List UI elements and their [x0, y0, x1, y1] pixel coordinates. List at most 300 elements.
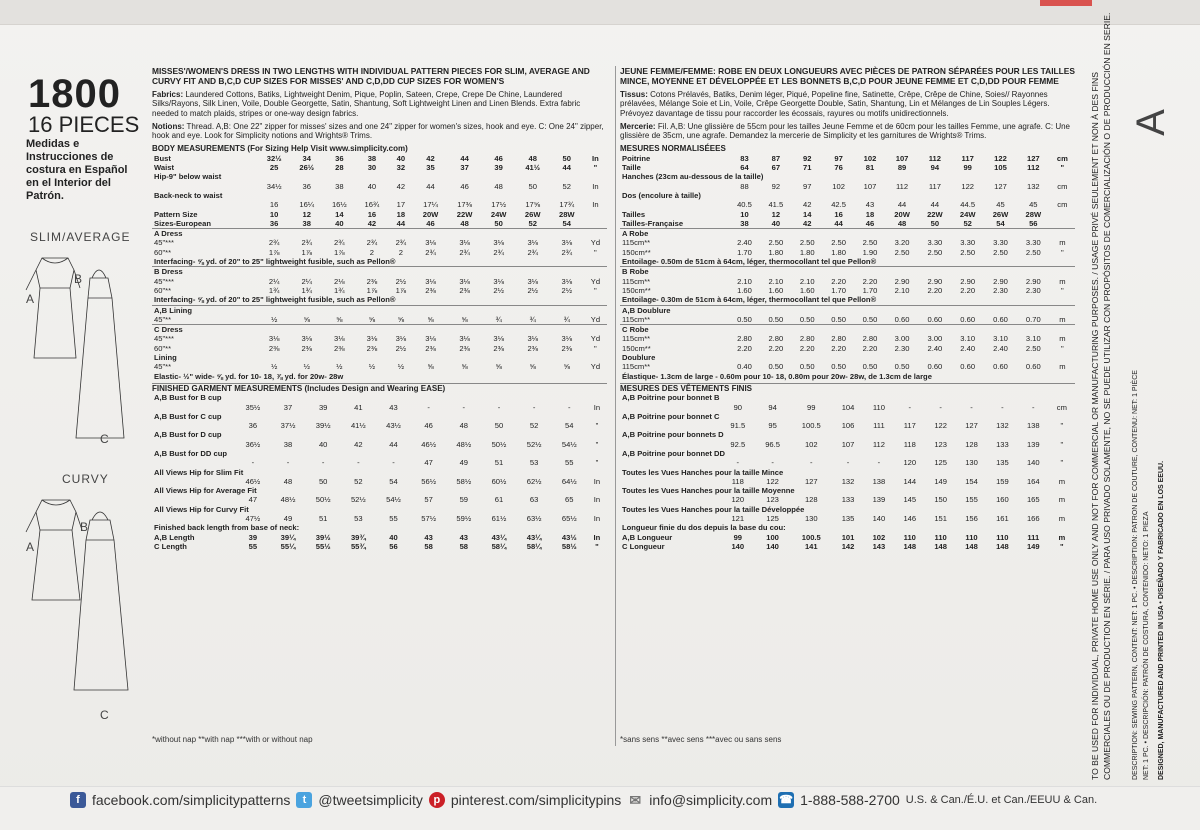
table-cell: -	[497, 402, 501, 412]
table-row	[620, 430, 1075, 439]
table-cell: 115cm**	[622, 276, 651, 286]
table-row	[620, 229, 1075, 239]
table-cell: 2⅜	[366, 276, 378, 286]
table-cell: 3⅛	[334, 334, 345, 344]
table-cell: 123	[934, 439, 947, 449]
table-cell	[620, 514, 720, 523]
table-row	[620, 344, 1075, 353]
table-cell: 155	[965, 495, 978, 505]
table-cell: 71	[802, 163, 812, 173]
table-cell: In	[593, 495, 601, 505]
table-cell: 164	[1026, 476, 1040, 486]
view-b-label-curvy: B	[80, 520, 90, 534]
table-cell: ⅝	[461, 314, 468, 324]
table-cell: 2½	[395, 343, 407, 353]
table-cell: 142	[841, 541, 855, 551]
table-cell: B Dress	[152, 267, 607, 277]
table-row	[152, 257, 607, 267]
table-cell: "	[595, 421, 599, 431]
table-cell: 55	[389, 514, 398, 524]
pattern-number: 1800	[28, 72, 121, 116]
table-cell: 102	[872, 532, 886, 542]
table-cell: 2.20	[831, 343, 846, 353]
table-row	[620, 477, 1075, 486]
table-cell: 39	[248, 532, 258, 542]
table-cell: 0.60	[993, 362, 1008, 372]
table-cell: 44	[897, 200, 907, 210]
table-cell: 46	[426, 218, 435, 228]
table-cell: Yd	[590, 314, 601, 324]
table-cell: 3⅛	[493, 276, 504, 286]
table-cell: Interfacing- ⅝ yd. of 20" to 25" lightweight fusible, such as Pellon®	[154, 295, 396, 305]
table-cell: "	[1060, 421, 1064, 431]
table-cell: 132	[841, 476, 855, 486]
table-cell	[152, 514, 235, 523]
table-cell: 125	[934, 458, 947, 468]
table-row	[620, 172, 1075, 181]
table-cell: 3.30	[1025, 238, 1041, 248]
english-column	[152, 66, 607, 551]
table-cell: 3.00	[894, 334, 910, 344]
table-row	[620, 200, 1075, 209]
table-cell: 1.90	[862, 247, 878, 257]
table-cell: 160	[996, 495, 1009, 505]
table-cell: A Dress	[152, 229, 607, 239]
table-cell: 2⅜	[268, 343, 280, 353]
table-cell: 0.60	[1025, 362, 1041, 372]
table-cell: A,B Doublure	[620, 305, 1075, 315]
table-cell: 48	[283, 476, 293, 486]
table-cell: 122	[961, 181, 975, 191]
red-tab	[1040, 0, 1092, 6]
table-cell: 35½	[245, 402, 261, 412]
table-row	[152, 219, 607, 229]
table-cell: 146	[903, 514, 917, 524]
table-cell: Tailles-Française	[622, 218, 684, 228]
table-cell: 2½	[395, 276, 407, 286]
table-cell: -	[939, 402, 942, 412]
table-cell: m	[1059, 362, 1066, 372]
table-cell: 104	[841, 402, 855, 412]
table-cell: 2.80	[831, 334, 846, 344]
table-cell: 43	[459, 532, 469, 542]
table-cell: 2⅜	[561, 343, 573, 353]
table-cell: 149	[1026, 541, 1040, 551]
table-row	[152, 523, 607, 532]
table-cell: 2.20	[737, 343, 752, 353]
table-row	[620, 523, 1075, 532]
table-cell: Elastic- ½" wide- ⅝ yd. for 10- 18, ⅞ yd. for 20w- 28w	[154, 371, 344, 381]
table-row	[620, 182, 1075, 191]
table-cell: 128	[804, 495, 818, 505]
table-cell: 58½	[561, 541, 577, 551]
table-cell: In	[593, 476, 601, 486]
table-cell: 110	[996, 532, 1009, 542]
table-cell: 22W	[456, 209, 473, 219]
table-cell: 2.80	[862, 334, 878, 344]
table-cell: 2.50	[960, 247, 976, 257]
french-fabrics: Tissus: Cotons Prélavés, Batiks, Denim léger, Piqué, Popeline fine, Satinette, Crêpe, Crêpe de Chine, Soies// Rayonnes prélavées, Mélange Soie et Lin, Voile, Crêpe Georgette Double, Satin, Shantung, Lin et Mélanges de Lin Souples Légers. Prévoyez davantage de tissu pour raccorder les écossais, rayures ou motifs unidirectionnels.	[620, 90, 1050, 118]
table-cell: 10	[740, 209, 749, 219]
table-cell: 148	[996, 541, 1009, 551]
table-cell: -	[877, 458, 881, 468]
table-cell: 46	[865, 218, 875, 228]
table-cell: Back-neck to waist	[154, 190, 223, 200]
table-cell: "	[595, 439, 599, 449]
table-cell: C Length	[154, 541, 187, 551]
table-cell: 2.50	[831, 238, 846, 248]
table-cell: 39½	[315, 421, 331, 431]
table-cell: ½	[303, 362, 310, 372]
table-cell: 156	[965, 514, 978, 524]
table-cell: 139	[1026, 439, 1040, 449]
table-cell	[620, 477, 720, 486]
table-cell: Longueur finie du dos depuis la base du cou:	[622, 523, 786, 533]
table-cell: 2¾	[301, 238, 313, 248]
table-cell: 42	[354, 439, 363, 449]
table-cell: 3.10	[993, 334, 1008, 344]
table-row	[620, 449, 1075, 458]
table-row	[620, 421, 1075, 430]
table-cell: 39	[318, 402, 328, 412]
table-row	[620, 191, 1075, 200]
table-cell: 2¾	[527, 247, 538, 257]
table-row	[620, 295, 1075, 305]
table-cell: 99	[807, 402, 816, 412]
table-cell: -	[736, 458, 740, 468]
table-cell: 55	[248, 541, 258, 551]
table-cell: 44.5	[960, 200, 976, 210]
table-cell	[1050, 219, 1075, 229]
table-cell: 120	[731, 495, 745, 505]
table-cell: 17⅜	[457, 200, 472, 210]
table-cell: 2⅜	[425, 343, 436, 353]
table-row	[152, 430, 607, 439]
table-cell: ⅝	[303, 314, 310, 324]
table-cell: 140	[731, 541, 745, 551]
table-cell: 58½	[456, 476, 472, 486]
table-cell: 43½	[561, 532, 577, 542]
table-cell: 52½	[350, 495, 366, 505]
table-cell: "	[593, 163, 598, 173]
table-cell: 0.50	[737, 314, 752, 324]
table-cell: 20W	[422, 209, 439, 219]
table-cell: 154	[965, 476, 978, 486]
table-cell: 3⅛	[459, 334, 470, 344]
pinterest-icon: p	[429, 792, 445, 808]
table-row	[152, 277, 607, 286]
table-row	[152, 229, 607, 239]
table-row	[152, 267, 607, 277]
table-cell: C Robe	[620, 325, 1075, 335]
table-cell: 30	[367, 163, 377, 173]
table-cell: 87	[771, 153, 781, 163]
table-cell: ⅝	[529, 362, 536, 372]
table-cell: 2¾	[268, 238, 280, 248]
pinterest-link[interactable]: pinterest.com/simplicitypins	[450, 792, 622, 808]
table-cell: 17¼	[423, 200, 438, 210]
table-row	[152, 372, 607, 381]
table-row	[620, 393, 1075, 402]
phone-region-note: U.S. & Can./É.U. et Can./EEUU & Can.	[905, 794, 1098, 806]
table-cell: 2.50	[1025, 343, 1041, 353]
table-cell: 42	[396, 181, 406, 191]
table-cell: 2.20	[831, 276, 846, 286]
view-c-label-curvy: C	[100, 708, 110, 722]
table-cell: "	[1060, 541, 1064, 551]
english-finished-header: FINISHED GARMENT MEASUREMENTS (Includes Design and Wearing EASE)	[152, 383, 607, 393]
view-c-label: C	[100, 432, 110, 446]
table-cell: 117	[903, 421, 916, 431]
table-cell: 49	[283, 514, 293, 524]
table-cell: 112	[1027, 163, 1040, 173]
side-text-3: DESCRIPTION: SEWING PATTERN, CONTENT: NET: 1 PC. • DESCRIPTION: PATRON DE COUTURE, CONTENU: NET: 1 PIÈCE	[1132, 370, 1139, 780]
table-cell: 47½	[245, 514, 261, 524]
table-cell: 112	[928, 153, 941, 163]
table-cell: 2.90	[993, 276, 1008, 286]
table-row	[152, 200, 607, 209]
table-cell: 37	[283, 402, 293, 412]
table-cell: 3⅛	[527, 238, 538, 248]
table-row	[620, 277, 1075, 286]
english-fabrics: Fabrics: Laundered Cottons, Batiks, Lightweight Denim, Pique, Poplin, Sateen, Crepe, Crepe De Chine, Laundered Silks/Rayons, Silk Linen, Voile, Double Georgette, Satin, Shantung, Soft Lightweight Linen and Linen Blends. Extra fabric needed to match plaids, stripes or one-way design fabrics.	[152, 90, 581, 118]
table-cell: 3⅛	[527, 276, 538, 286]
table-cell	[152, 182, 258, 191]
table-row	[620, 257, 1075, 267]
phone-number: 1-888-588-2700	[800, 792, 900, 808]
table-cell: 92	[802, 153, 812, 163]
table-cell	[152, 477, 235, 486]
table-cell: 2⅜	[493, 343, 504, 353]
table-cell: Yd	[590, 362, 601, 372]
table-cell: 58¼	[491, 541, 507, 551]
table-cell: 3.10	[960, 334, 976, 344]
twitter-handle[interactable]: @tweetsimplicity	[318, 792, 423, 808]
table-row	[620, 286, 1075, 295]
table-cell: 12	[771, 209, 781, 219]
table-cell: 94	[768, 402, 777, 412]
table-cell: 42.5	[831, 200, 846, 210]
table-row	[152, 191, 607, 200]
table-row	[620, 440, 1075, 449]
table-cell: 140	[766, 541, 779, 551]
table-cell: cm	[1057, 181, 1068, 191]
table-cell: 3⅛	[459, 238, 470, 248]
table-cell: 110	[903, 532, 916, 542]
table-cell: 41.5	[768, 200, 784, 210]
table-cell: 63½	[526, 514, 542, 524]
table-cell: A,B Poitrine pour bonnet C	[622, 411, 720, 421]
table-cell: cm	[1056, 153, 1068, 163]
table-cell: 2½	[527, 285, 538, 295]
table-cell: 3.20	[894, 238, 910, 248]
table-row	[152, 248, 607, 257]
table-cell: 43	[424, 532, 433, 542]
table-cell: In	[593, 514, 601, 524]
table-cell: "	[594, 285, 597, 295]
table-cell: In	[592, 181, 599, 191]
table-cell: 2.80	[799, 334, 815, 344]
table-cell: 140	[1026, 458, 1040, 468]
table-cell: 112	[872, 439, 885, 449]
table-cell: m	[1059, 238, 1066, 248]
table-cell: -	[462, 402, 466, 412]
table-cell: 127	[804, 476, 818, 486]
table-cell: 16	[834, 209, 843, 219]
table-cell: A,B Bust for DD cup	[154, 448, 227, 458]
table-cell: m	[1058, 514, 1066, 524]
table-cell: 138	[1026, 421, 1040, 431]
table-cell: 1⅞	[268, 247, 280, 257]
table-cell	[584, 210, 607, 219]
table-cell: 24W	[959, 209, 976, 219]
view-b-label: B	[74, 272, 84, 286]
table-cell: 0.50	[799, 314, 815, 324]
table-cell: Toutes les Vues Hanches pour la taille Mince	[622, 467, 784, 477]
table-cell: 60"**	[154, 343, 172, 353]
table-cell: m	[1058, 476, 1066, 486]
table-cell: 50½	[491, 439, 507, 449]
table-cell: 107	[841, 439, 855, 449]
table-cell: 130	[965, 458, 978, 468]
table-cell: 2¾	[366, 238, 378, 248]
table-cell: 2.30	[993, 285, 1008, 295]
table-cell: 1⅞	[301, 247, 313, 257]
table-cell: 127	[1026, 153, 1040, 163]
table-cell: 40	[318, 439, 328, 449]
table-cell: 148	[965, 541, 978, 551]
table-row	[152, 334, 607, 343]
table-row	[152, 495, 607, 504]
table-cell: 2.90	[960, 276, 976, 286]
table-cell: ⅝	[427, 314, 434, 324]
facebook-link[interactable]: facebook.com/simplicitypatterns	[92, 792, 291, 808]
french-body-table	[620, 154, 1075, 381]
table-cell: -	[908, 402, 912, 412]
table-cell: 18	[865, 209, 875, 219]
table-row	[152, 412, 607, 421]
table-cell: 1.60	[768, 285, 784, 295]
table-cell: ⅝	[336, 314, 343, 324]
table-cell: 50	[494, 421, 504, 431]
table-cell: -	[568, 402, 571, 412]
table-cell: Yd	[590, 334, 601, 344]
table-cell: -	[532, 402, 536, 412]
table-cell: Élastique- 1.3cm de large - 0.60m pour 10- 18, 0.80m pour 20w- 28w, de 1.3cm de large	[622, 371, 932, 381]
side-text-1: TO BE USED FOR INDIVIDUAL, PRIVATE HOME USE ONLY AND NOT FOR COMMERCIAL OR MANUFACTURING PURPOSES. / USAGE PRIVÉ SEULEMENT ET NON À DES FINS	[1090, 72, 1100, 780]
table-cell: 122	[766, 476, 779, 486]
table-cell: 2¾	[395, 238, 407, 248]
table-cell: 144	[903, 476, 917, 486]
table-cell: 125	[766, 514, 779, 524]
table-cell: In	[593, 532, 601, 542]
table-cell: 56	[389, 541, 398, 551]
table-cell: 46	[424, 421, 433, 431]
table-cell: -	[251, 458, 255, 468]
twitter-icon: t	[296, 792, 312, 808]
french-column	[620, 66, 1075, 551]
table-row	[152, 542, 607, 551]
table-cell: Hanches (23cm au-dessous de la taille)	[622, 172, 764, 182]
table-cell: 102	[832, 181, 845, 191]
table-cell: 42	[426, 153, 435, 163]
table-cell: 38	[302, 218, 311, 228]
email-link[interactable]: info@simplicity.com	[649, 792, 773, 808]
table-cell: 59½	[456, 514, 472, 524]
table-row	[152, 403, 607, 412]
table-cell: 2.50	[1025, 247, 1041, 257]
table-cell: 2.50	[927, 247, 943, 257]
table-row	[152, 295, 607, 305]
table-cell: 1¾	[268, 285, 280, 295]
table-cell: 65	[565, 495, 574, 505]
table-row	[152, 440, 607, 449]
table-cell: 59	[459, 495, 469, 505]
table-cell: 115cm**	[622, 238, 651, 248]
table-cell: ¾	[495, 314, 502, 324]
table-cell	[620, 458, 720, 467]
table-cell: 3⅛	[493, 334, 504, 344]
table-row	[152, 533, 607, 542]
table-row	[620, 372, 1075, 381]
table-cell: 40	[396, 153, 406, 163]
table-cell: 150cm**	[622, 343, 651, 353]
table-row	[620, 353, 1075, 362]
table-cell: 3⅛	[425, 238, 436, 248]
table-row	[152, 353, 607, 362]
table-cell: 17¾	[559, 200, 575, 210]
table-row	[152, 163, 607, 172]
english-body-table	[152, 154, 607, 381]
table-row	[620, 248, 1075, 257]
table-cell: 3⅛	[459, 276, 470, 286]
table-cell: "	[1061, 247, 1064, 257]
table-cell: 0.50	[799, 362, 815, 372]
table-cell: In	[592, 200, 599, 210]
table-cell: All Views Hip for Slim Fit	[154, 467, 244, 477]
table-cell: 81	[865, 163, 875, 173]
table-cell: 44	[930, 200, 940, 210]
table-cell: 118	[731, 476, 744, 486]
french-finished-table	[620, 393, 1075, 551]
table-cell: 55¼	[280, 541, 296, 551]
table-row	[152, 449, 607, 458]
table-cell: 56	[1029, 218, 1038, 228]
table-row	[152, 362, 607, 371]
table-cell: "	[594, 247, 597, 257]
table-row	[620, 305, 1075, 315]
table-cell: Taille	[622, 163, 641, 173]
table-cell: 89	[897, 163, 907, 173]
table-cell: ⅝	[368, 314, 376, 324]
table-row	[620, 505, 1075, 514]
table-cell: "	[1060, 439, 1064, 449]
table-cell: m	[1058, 495, 1066, 505]
table-cell: 17⅝	[525, 200, 541, 210]
table-cell: 145	[903, 495, 917, 505]
table-cell	[620, 403, 720, 412]
french-finished-header: MESURES DES VÊTEMENTS FINIS	[620, 383, 1075, 393]
table-cell: ½	[397, 362, 405, 372]
table-cell: 2⅜	[366, 343, 378, 353]
table-cell: 2.50	[993, 247, 1008, 257]
table-cell: 36	[335, 153, 344, 163]
table-cell: 50	[318, 476, 328, 486]
table-cell: 2.20	[768, 343, 784, 353]
table-cell: Lining	[154, 353, 177, 363]
table-cell: 39	[494, 163, 503, 173]
table-cell: 2.50	[799, 238, 815, 248]
